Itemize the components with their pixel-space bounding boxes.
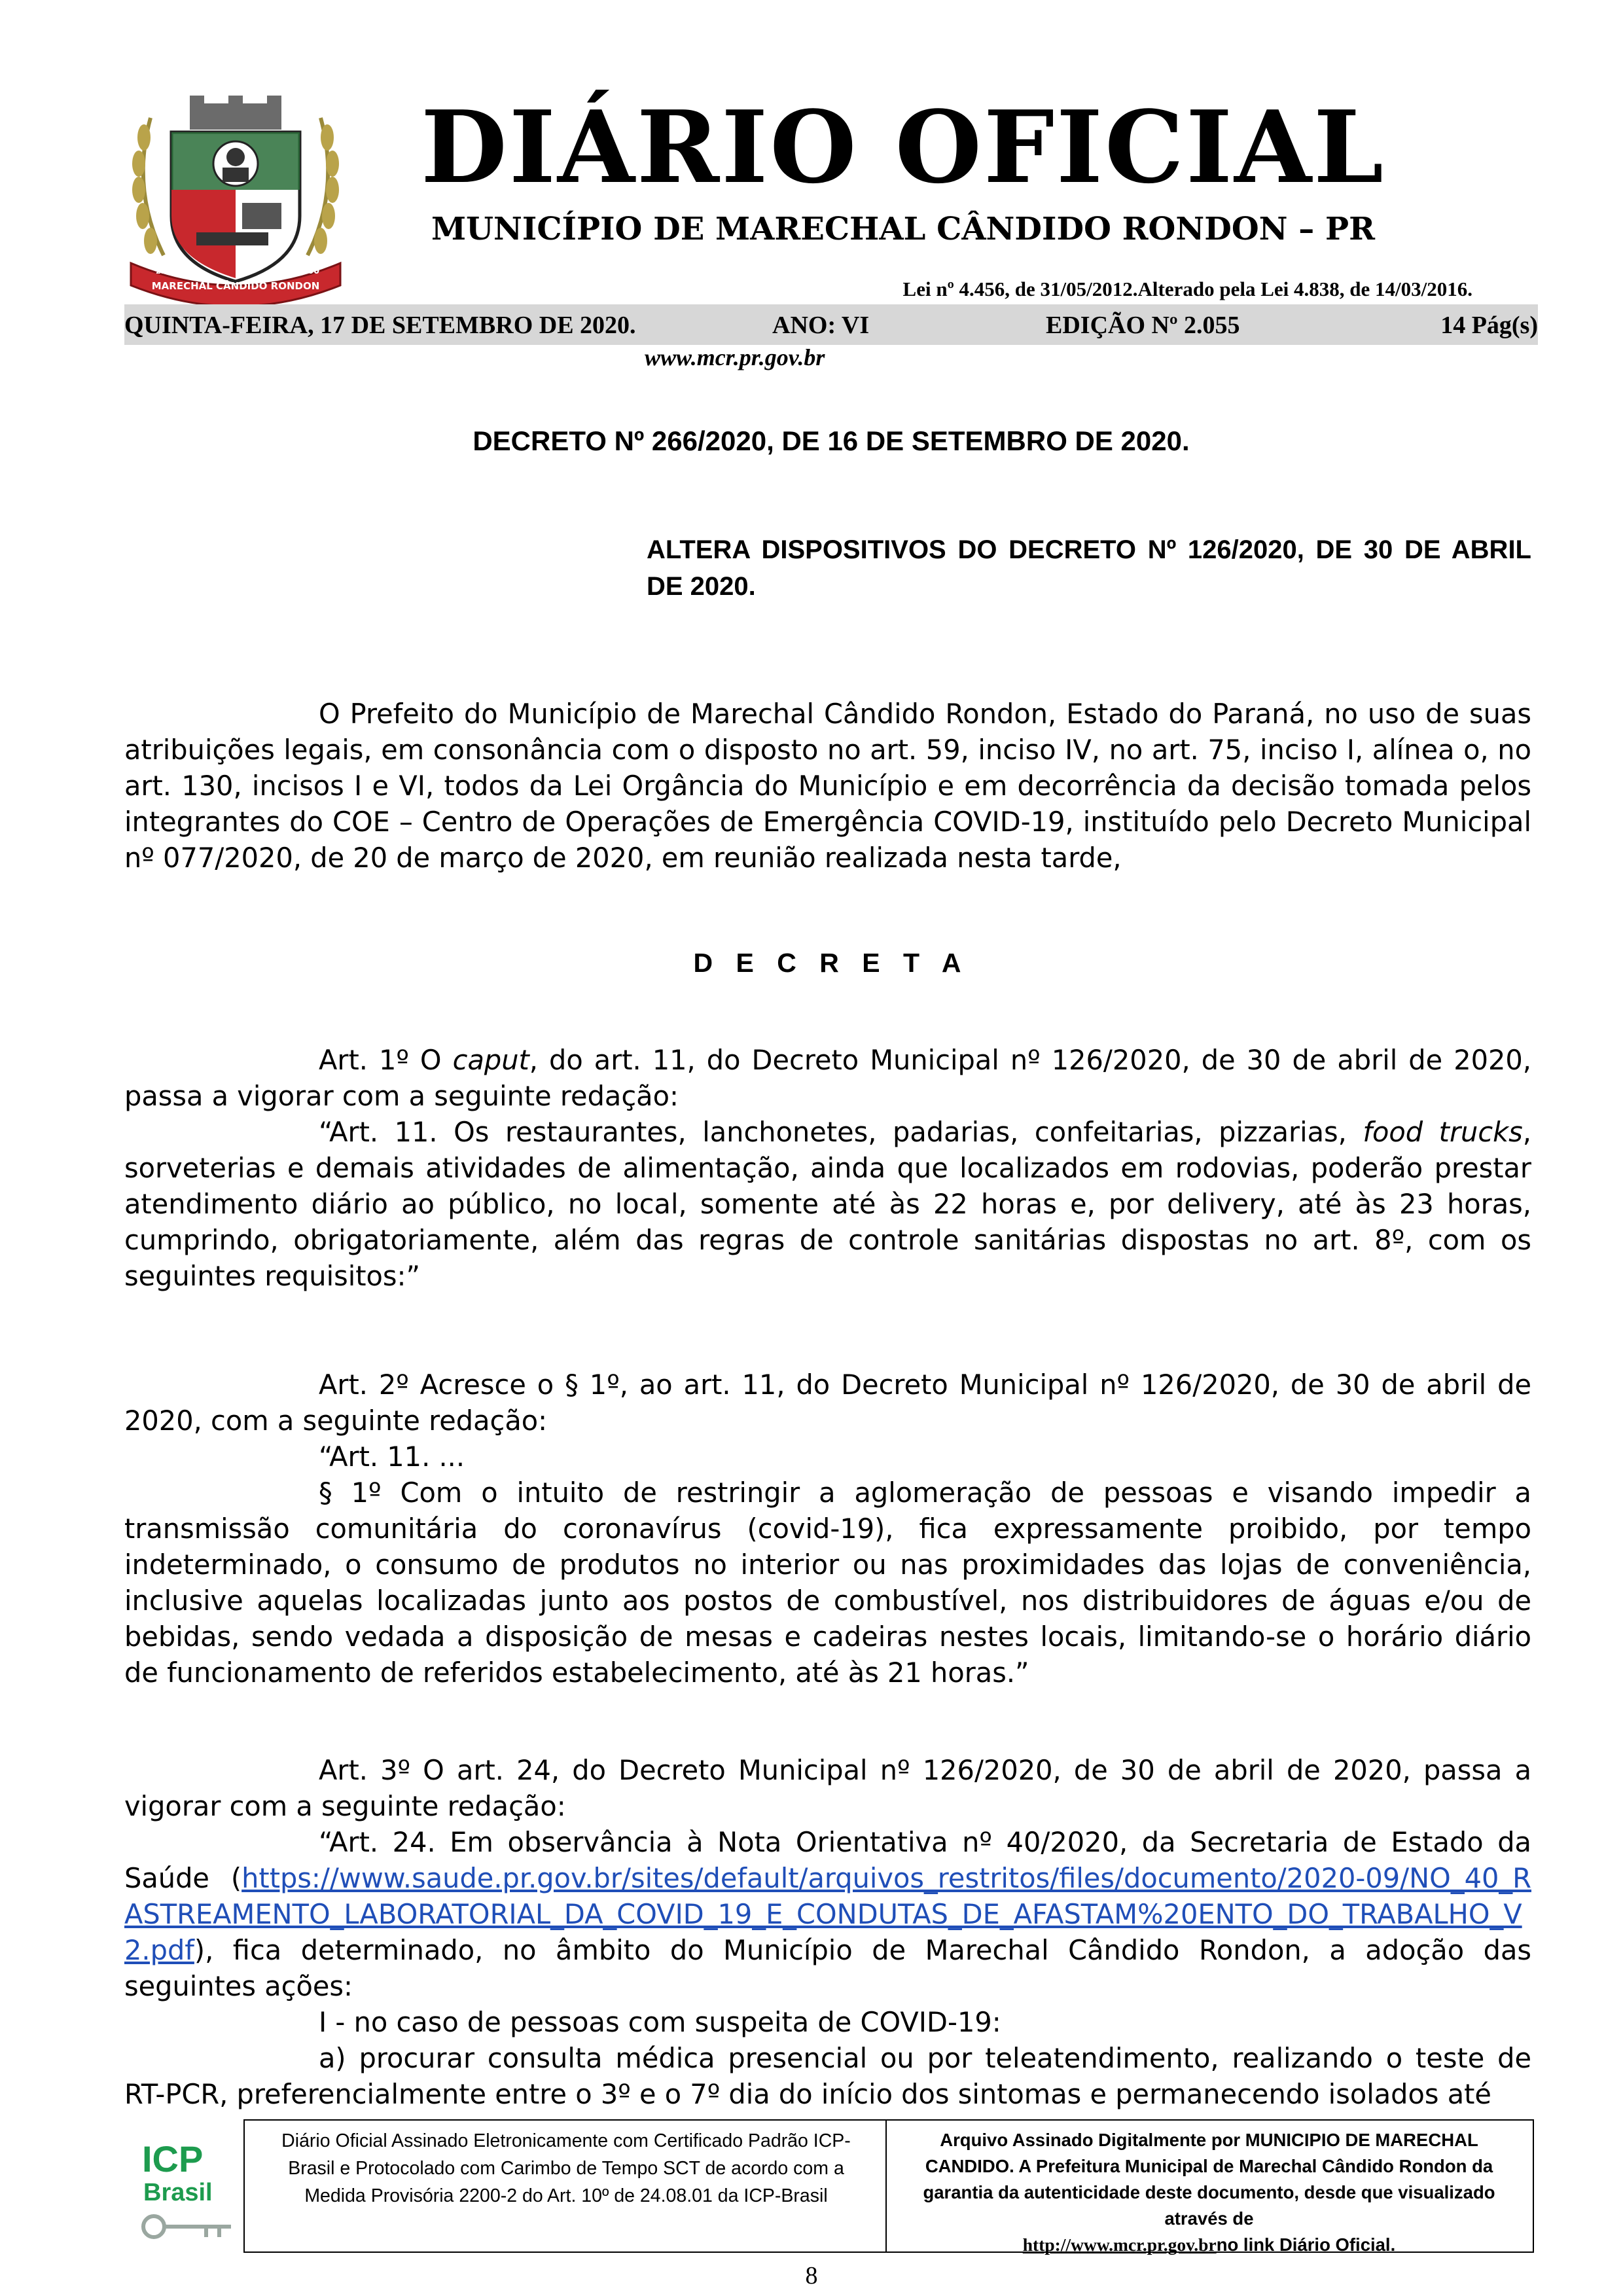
edition-info-bar bbox=[124, 304, 1538, 345]
article-3 bbox=[124, 1752, 1531, 2112]
icp-logo-bottom-text: Brasil bbox=[143, 2179, 213, 2206]
crest-date-text: 25 JULHO bbox=[156, 267, 194, 276]
municipal-crest-logo bbox=[124, 92, 347, 308]
decreta-heading: D E C R E T A bbox=[693, 948, 969, 978]
municipality-subtitle: MUNICÍPIO DE MARECHAL CÂNDIDO RONDON – PR bbox=[431, 211, 1375, 247]
footer-authenticity-text bbox=[897, 2127, 1522, 2258]
article-2 bbox=[124, 1367, 1531, 1691]
article-2-paragraph: § 1º Com o intuito de restringir a aglomeração de pessoas e visando impedir a transmissão comunitária do coronavírus (covid-19), fica expressamente proibido, por tempo indeterminado, o consumo de produtos no interior ou nas proximidades das lojas de conveniência, inclusive aquelas localizadas junto aos postos de combustível, nos distribuidores de águas e/ou de bebidas, sendo vedada a disposição de mesas e cadeiras nestes locais, limitando-se o horário diário de funcionamento de referidos estabelecimento, até às 21 horas.” bbox=[124, 1477, 1531, 1689]
icp-logo-top-text: ICP bbox=[142, 2138, 204, 2179]
edition-number: EDIÇÃO Nº 2.055 bbox=[1046, 312, 1240, 339]
nota-orientativa-link[interactable]: https://www.saude.pr.gov.br/sites/default/arquivos_restritos/files/documento/2020-09/NO_40_RASTREAMENTO_LABORATORIAL_DA_COVID_19_E_CONDUTAS_DE_AFASTAM%20ENTO_DO_TRABALHO_V2.pdf bbox=[124, 1862, 1531, 1966]
article-1-quote: “Art. 11. Os restaurantes, lanchonetes, padarias, confeitarias, pizzarias, food trucks, sorveterias e demais atividades de alimentação, ainda que localizados em rodovias, poderão prestar atendimento diário ao público, no local, somente até às 22 horas e, por delivery, até às 23 horas, cumprindo, obrigatoriamente, além das regras de controle sanitárias dispostas no art. 8º, com os seguintes requisitos:” bbox=[124, 1116, 1531, 1292]
crest-banner-text: MARECHAL CÂNDIDO RONDON bbox=[151, 280, 320, 292]
verification-link[interactable]: http://www.mcr.pr.gov.br bbox=[1022, 2234, 1217, 2255]
publication-year: ANO: VI bbox=[772, 312, 870, 339]
authenticity-statement: Arquivo Assinado Digitalmente por MUNICIPIO DE MARECHAL CANDIDO. A Prefeitura Municipal de Marechal Cândido Rondon da garantia da autenticidade deste documento, desde que visualizado através de bbox=[923, 2130, 1495, 2229]
preamble-text: O Prefeito do Município de Marechal Cândido Rondon, Estado do Paraná, no uso de suas atribuições legais, em consonância com o disposto no art. 59, inciso IV, no art. 75, inciso I, alínea o, no art. 130, incisos I e VI, todos da Lei Orgância do Município e em decorrência da decisão tomada pelos integrantes do COE – Centro de Operações de Emergência COVID-19, instituído pelo Decreto Municipal nº 077/2020, de 20 de março de 2020, em reunião realizada nesta tarde, bbox=[124, 698, 1531, 874]
preamble bbox=[124, 696, 1531, 876]
law-reference: Lei nº 4.456, de 31/05/2012.Alterado pela Lei 4.838, de 14/03/2016. bbox=[902, 278, 1472, 300]
article-3-quote: “Art. 24. Em observância à Nota Orientativa nº 40/2020, da Secretaria de Estado da Saúde (https://www.saude.pr.gov.br/sites/default/arquivos_restritos/files/documento/2020-09/NO_40_RASTREAMENTO_LABORATORIAL_DA_COVID_19_E_CONDUTAS_DE_AFASTAM%20ENTO_DO_TRABALHO_V2.pdf), fica determinado, no âmbito do Município de Marechal Cândido Rondon, a adoção das seguintes ações: bbox=[124, 1826, 1531, 2002]
article-3-text: Art. 3º O art. 24, do Decreto Municipal nº 126/2020, de 30 de abril de 2020, passa a vigorar com a seguinte redação: bbox=[124, 1754, 1531, 1822]
newspaper-title: DIÁRIO OFICIAL bbox=[421, 88, 1385, 206]
footer-certification-text: Diário Oficial Assinado Eletronicamente com Certificado Padrão ICP-Brasil e Protocolado com Carimbo de Tempo SCT de acordo com a Medida Provisória 2200-2 do Art. 10º de 24.08.01 da ICP-Brasil bbox=[281, 2130, 851, 2206]
key-icon bbox=[143, 2216, 231, 2237]
article-2-text: Art. 2º Acresce o § 1º, ao art. 11, do Decreto Municipal nº 126/2020, de 30 de abril de 2020, com a seguinte redação: bbox=[124, 1369, 1531, 1437]
crest-year-text: 1960 bbox=[296, 266, 320, 276]
icp-brasil-logo bbox=[134, 2135, 239, 2246]
decree-ementa: ALTERA DISPOSITIVOS DO DECRETO Nº 126/2020, DE 30 DE ABRIL DE 2020. bbox=[647, 535, 1531, 601]
article-1-text: Art. 1º O caput, do art. 11, do Decreto Municipal nº 126/2020, de 30 de abril de 2020, passa a vigorar com a seguinte redação: bbox=[124, 1044, 1531, 1112]
page-count: 14 Pág(s) bbox=[1440, 312, 1538, 339]
article-2-quote-head: “Art. 11. ... bbox=[319, 1441, 465, 1473]
caput-term: caput bbox=[452, 1044, 529, 1076]
article-3-item-a: a) procurar consulta médica presencial ou por teleatendimento, realizando o teste de RT-PCR, preferencialmente entre o 3º e o 7º dia do início dos sintomas e permanecendo isolados até bbox=[124, 2042, 1531, 2110]
article-3-item-i: I - no caso de pessoas com suspeita de COVID-19: bbox=[319, 2006, 1001, 2038]
website-link[interactable]: www.mcr.pr.gov.br bbox=[645, 344, 825, 370]
food-trucks-term: food trucks bbox=[1363, 1116, 1523, 1148]
verification-suffix: no link Diário Oficial. bbox=[1216, 2234, 1396, 2255]
footer-divider bbox=[885, 2119, 887, 2253]
article-1 bbox=[124, 1042, 1531, 1294]
page-number: 8 bbox=[805, 2262, 818, 2289]
decree-title: DECRETO Nº 266/2020, DE 16 DE SETEMBRO DE 2020. bbox=[473, 425, 1190, 456]
publication-date: QUINTA-FEIRA, 17 DE SETEMBRO DE 2020. bbox=[124, 312, 636, 339]
